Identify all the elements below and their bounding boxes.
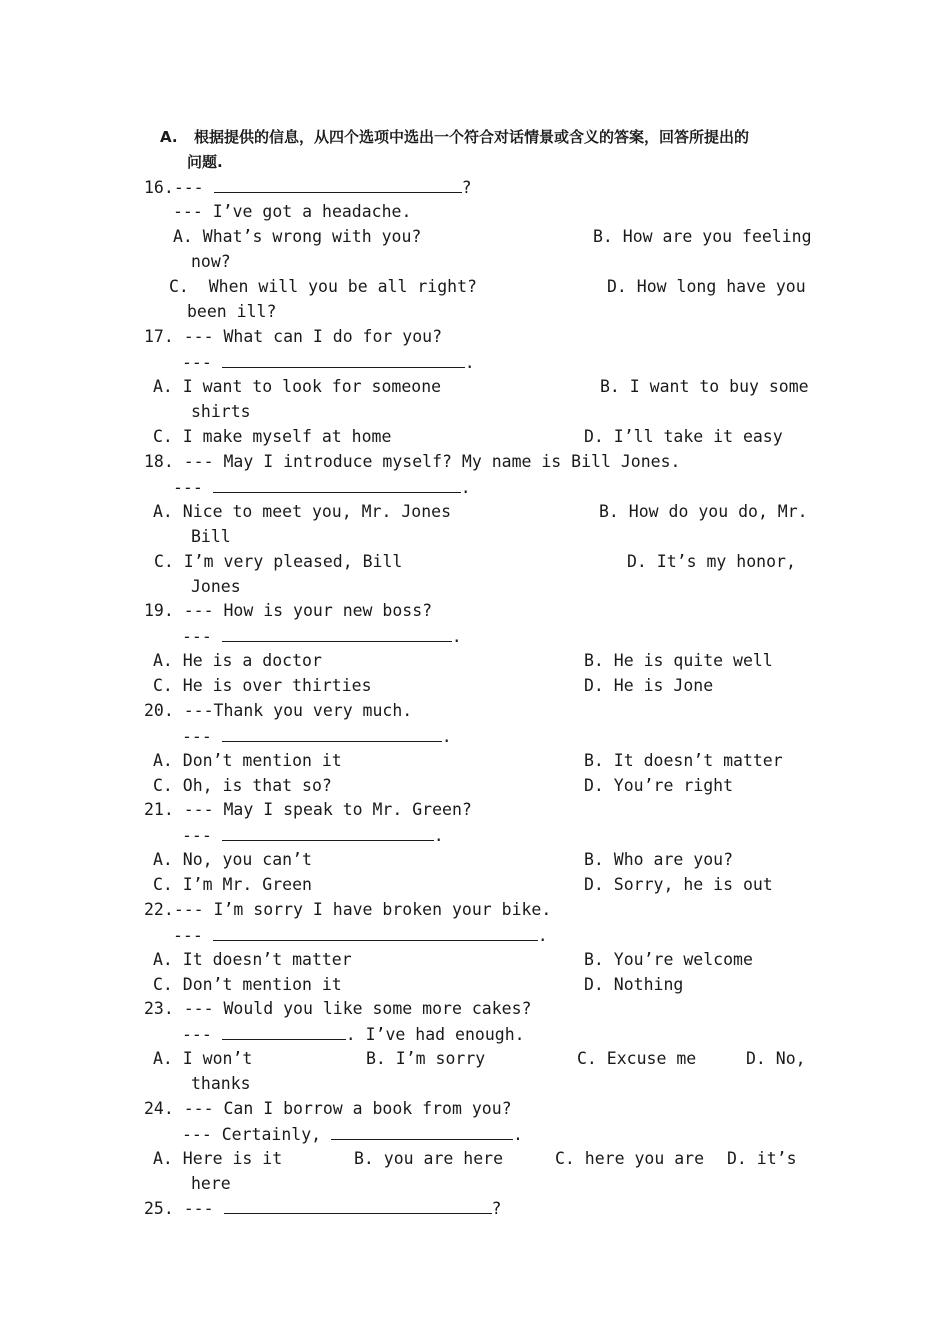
option-c[interactable]: C. Oh, is that so?	[153, 776, 332, 795]
question-18-prompt: 18. --- May I introduce myself? My name is Bill Jones.	[144, 452, 681, 471]
answer-blank[interactable]	[222, 1024, 346, 1040]
question-23-response: --- . I’ve had enough.	[182, 1025, 525, 1044]
option-b[interactable]: B. you are here	[354, 1149, 504, 1168]
option-c[interactable]: C. Don’t mention it	[153, 975, 342, 994]
option-c[interactable]: C. When will you be all right?	[169, 277, 477, 296]
question-24-prompt: 24. --- Can I borrow a book from you?	[144, 1099, 512, 1118]
option-a[interactable]: A. I won’t	[153, 1049, 253, 1068]
question-16-prompt: 16.--- ?	[144, 178, 472, 197]
question-number: 21.	[144, 800, 174, 819]
option-b[interactable]: B. I’m sorry	[366, 1049, 486, 1068]
option-a[interactable]: A. He is a doctor	[153, 651, 322, 670]
question-number: 17.	[144, 327, 174, 346]
option-d[interactable]: D. it’s	[727, 1149, 797, 1168]
option-b-continued: now?	[191, 252, 231, 271]
question-number: 23.	[144, 999, 174, 1018]
answer-blank[interactable]	[224, 1198, 492, 1214]
option-c[interactable]: C. I make myself at home	[153, 427, 392, 446]
question-21-response: --- .	[182, 826, 444, 845]
question-number: 16.	[144, 178, 174, 197]
question-23-prompt: 23. --- Would you like some more cakes?	[144, 999, 532, 1018]
answer-blank[interactable]	[222, 626, 452, 642]
option-b[interactable]: B. I want to buy some	[600, 377, 809, 396]
answer-blank[interactable]	[331, 1124, 513, 1140]
question-number: 19.	[144, 601, 174, 620]
option-d[interactable]: D. Nothing	[584, 975, 684, 994]
answer-blank[interactable]	[214, 177, 462, 193]
answer-blank[interactable]	[222, 352, 465, 368]
option-b[interactable]: B. It doesn’t matter	[584, 751, 783, 770]
option-a[interactable]: A. Nice to meet you, Mr. Jones	[153, 502, 452, 521]
option-a[interactable]: A. No, you can’t	[153, 850, 312, 869]
option-d[interactable]: D. I’ll take it easy	[584, 427, 783, 446]
question-number: 20.	[144, 701, 174, 720]
option-d[interactable]: D. No,	[746, 1049, 806, 1068]
option-d-continued: here	[191, 1174, 231, 1193]
question-22-prompt: 22.--- I’m sorry I have broken your bike.	[144, 900, 552, 919]
option-b[interactable]: B. You’re welcome	[584, 950, 753, 969]
option-d[interactable]: D. You’re right	[584, 776, 734, 795]
answer-blank[interactable]	[222, 726, 442, 742]
option-a[interactable]: A. Don’t mention it	[153, 751, 342, 770]
instruction-line-2: 问题.	[187, 153, 223, 171]
question-number: 25.	[144, 1199, 174, 1218]
option-d[interactable]: D. Sorry, he is out	[584, 875, 773, 894]
answer-blank[interactable]	[213, 477, 461, 493]
option-d[interactable]: D. He is Jone	[584, 676, 714, 695]
option-d[interactable]: D. How long have you	[607, 277, 806, 296]
option-d[interactable]: D. It’s my honor,	[627, 552, 796, 571]
question-20-prompt: 20. ---Thank you very much.	[144, 701, 413, 720]
option-a[interactable]: A. I want to look for someone	[153, 377, 442, 396]
option-c[interactable]: C. I’m Mr. Green	[153, 875, 312, 894]
option-b-continued: Bill	[191, 527, 231, 546]
question-24-response: --- Certainly, .	[182, 1125, 523, 1144]
option-d-continued: Jones	[191, 577, 241, 596]
question-18-response: --- .	[173, 478, 471, 497]
option-a[interactable]: A. What’s wrong with you?	[173, 227, 422, 246]
question-20-response: --- .	[182, 727, 452, 746]
section-label: A.	[160, 128, 178, 146]
option-b[interactable]: B. How do you do, Mr.	[599, 502, 808, 521]
question-number: 22.	[144, 900, 174, 919]
option-b[interactable]: B. How are you feeling	[593, 227, 812, 246]
question-number: 24.	[144, 1099, 174, 1118]
question-number: 18.	[144, 452, 174, 471]
option-d-continued: been ill?	[187, 302, 277, 321]
option-c[interactable]: C. He is over thirties	[153, 676, 372, 695]
option-b[interactable]: B. Who are you?	[584, 850, 734, 869]
question-16-response: --- I’ve got a headache.	[173, 202, 412, 221]
option-a[interactable]: A. Here is it	[153, 1149, 283, 1168]
question-17-prompt: 17. --- What can I do for you?	[144, 327, 443, 346]
question-21-prompt: 21. --- May I speak to Mr. Green?	[144, 800, 472, 819]
option-d-continued: thanks	[191, 1074, 251, 1093]
question-19-response: --- .	[182, 627, 462, 646]
option-c[interactable]: C. Excuse me	[577, 1049, 697, 1068]
option-c[interactable]: C. I’m very pleased, Bill	[154, 552, 403, 571]
answer-blank[interactable]	[213, 925, 538, 941]
question-19-prompt: 19. --- How is your new boss?	[144, 601, 433, 620]
option-b-continued: shirts	[191, 402, 251, 421]
option-a[interactable]: A. It doesn’t matter	[153, 950, 352, 969]
question-25-prompt: 25. --- ?	[144, 1199, 502, 1218]
question-22-response: --- .	[173, 926, 548, 945]
instruction-line-1: 根据提供的信息，从四个选项中选出一个符合对话情景或含义的答案，回答所提出的	[194, 128, 750, 146]
option-c[interactable]: C. here you are	[555, 1149, 705, 1168]
question-17-response: --- .	[182, 353, 475, 372]
option-b[interactable]: B. He is quite well	[584, 651, 773, 670]
answer-blank[interactable]	[222, 825, 434, 841]
